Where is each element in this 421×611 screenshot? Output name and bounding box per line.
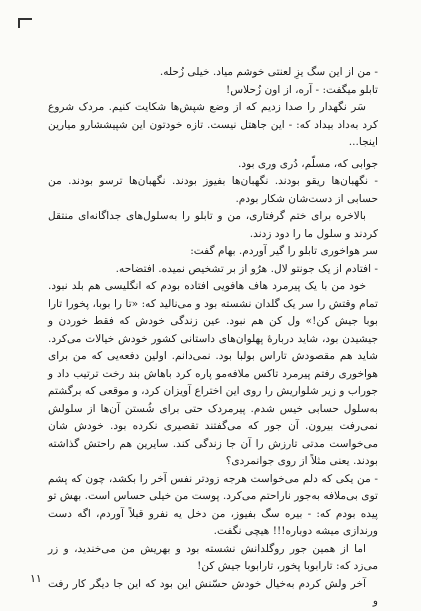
page-number: ۱۱ xyxy=(30,572,42,585)
paragraph: جوابی که، مسلّم، دُری وری بود. xyxy=(238,157,378,170)
corner-mark xyxy=(18,18,32,28)
paragraph: - من از این سگ یزِ لعنتی خوشم میاد. خیلی زُحله. xyxy=(159,66,378,78)
paragraph: سَر نگهدار را صدا زدیم که از وضع شپش‌ها شکایت کنیم. مردک شروع کرد به‌داد بیداد که: - این جاهتل نیست. تازه خودتون این شپیششارو میارین اینجا... xyxy=(48,101,378,148)
paragraph: - نگهبان‌ها ریقو بودند. نگهبان‌ها بفیوز بودند. نگهبان‌ها ترسو بودند. من حسابی از دست‌شان شکار بودم. xyxy=(48,175,378,205)
paragraph: - افتادم از یک جونتو لال. هرُو از بر تشخیص نمیده. افتضاحه. xyxy=(115,262,378,275)
paragraph: تابلو میگفت: - آره، از اون زُحلاس! xyxy=(225,83,378,96)
paragraph: - من یکی که دلم می‌خواست هرجه زودتر نفس آخر را بکشد، چون که پشم توی بی‌ملافه به‌جور ناراحتم می‌کرد. پوست من خیلی حساس است. بهش تو پیده بودم که: - بیره سگ بفیوز، من دخل یه نفرو قبلاً آوردم، اگه دست ورندازی میشه دوباره!!! هیچی نگفت. xyxy=(48,472,378,537)
paragraph: خود من با یک پیرمرد هاف هافویی افتاده بودم که انگلیسی هم بلد نبود. تمام وقتش را سر یک گلدان نشسته بود و می‌نالید که: «تا را بوبا، پخورا تارا بوبا جیش کن!» ول کن هم نبود. عین زندگی خودش که فقط خوردن و جیشیدن بود، شاید دربارهٔ پهلوان‌های داستانی کشور خودش خیالات می‌کرد. شاید هم مقصودش تاراس بولبا بود. نمی‌دانم. اولین دفعه‌یی که من برای هواخوری رفتم پیرمرد تاکس ملافه‌مو پاره کرد باهاش بند رخت ترتیب داد و جوراب و زیر شلواریش را روی این اختراع آویزان کرد، و موقعی که برگشتم به‌سلول حسابی خیس شدم. پیرمردک حتی برای شُستن آن‌ها از سلولش نمی‌رفت بیرون. آن جور که می‌گفتند تقصیری نکرده بود. خودش شان می‌خواست مدتی تارزش را آن جا زندگی کند. سایرین هم راحتش گذاشته بودند. یعنی مثلاً از روی جوانمردی؟ xyxy=(48,280,378,467)
paragraph: اما از همین جور روگلدانش نشسته بود و بهریش من می‌خندید، و زر می‌زد که: تارابوبا پخور، تارابوبا جیش کن! xyxy=(48,542,378,572)
paragraph: آخر ولش کردم به‌خیال خودش حسّنش این بود که این جا دیگر کار رفت و xyxy=(48,577,378,607)
paragraph: سر هواخوری تابلو را گیر آوردم. بهام گفت: xyxy=(190,245,378,257)
paragraph: بالاخره برای ختم گرفتاری، من و تابلو را به‌سلول‌های جداگانه‌ای منتقل کردند و سلول ما را دود زدند. xyxy=(48,210,378,240)
body-text xyxy=(48,64,378,611)
